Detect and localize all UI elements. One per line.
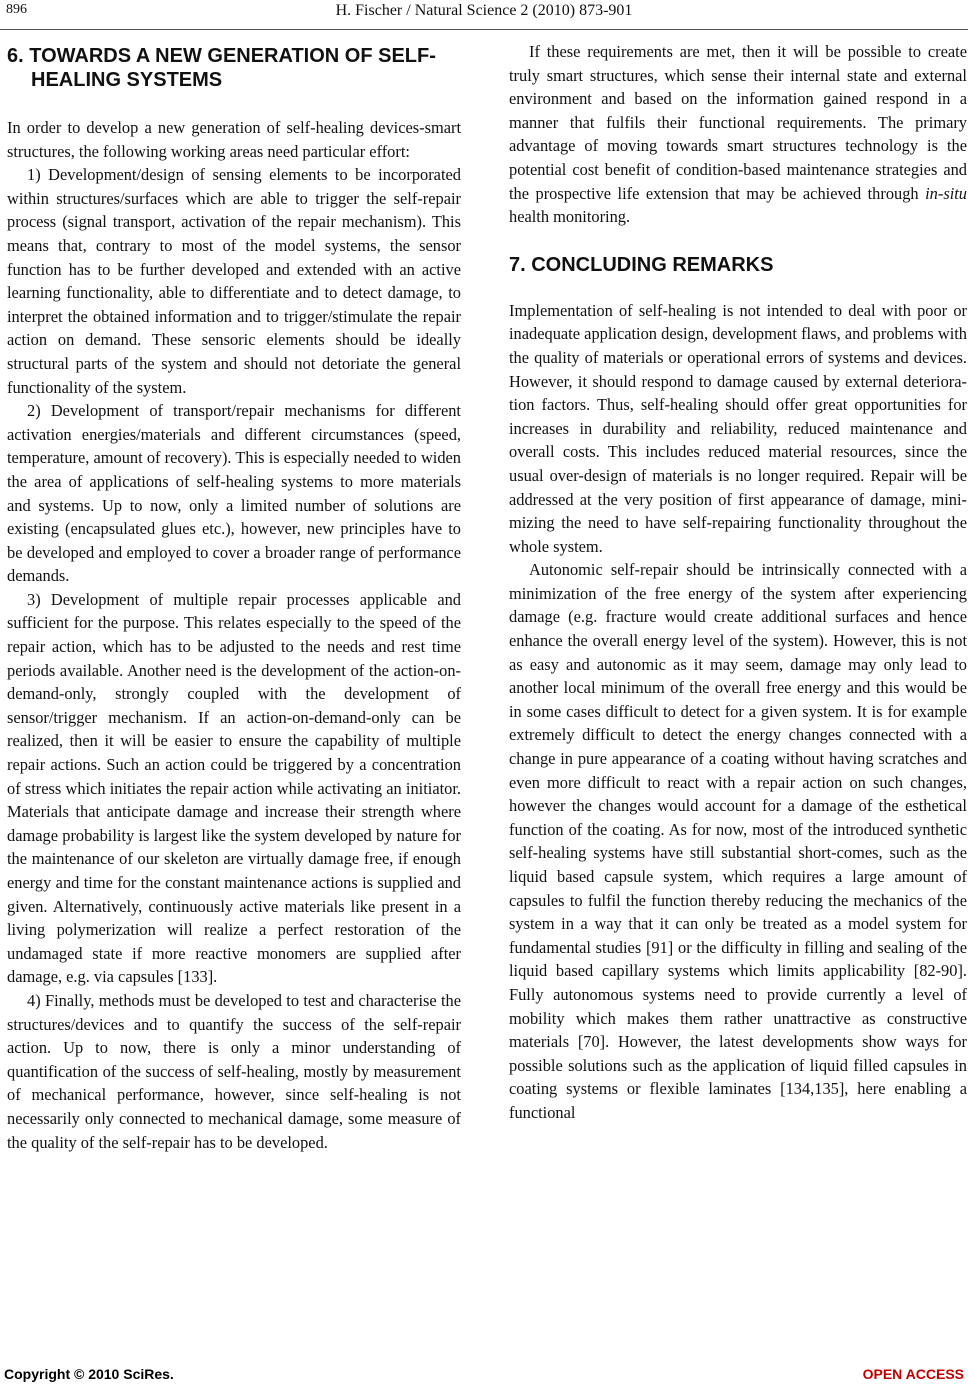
working-area-2: 2) Development of transport/repair mechanisms for different activation energies/materials and different circumstances (speed, temperature, amount of recovery). This is especially needed to widen the area of applications of self-healing systems to more materials and systems. Up to now, only a limited number of solutions are existing (encapsulated glues etc.), however, new principles have to be developed and employed to cover a broader range of performance demands. [7,401,461,586]
page-number: 896 [6,2,27,17]
page-footer [0,1362,968,1386]
section-7-heading: 7. CONCLUDING REMARKS [509,253,774,276]
copyright-notice: Copyright © 2010 SciRes. [4,1366,174,1382]
closing-text-end: health monitoring. [509,207,631,227]
working-area-1: 1) Development/design of sensing elements to be incorporated within structures/surfaces which are able to trigger the self-repair process (signal transport, activation of the repair mechanism). This means that, contrary to most of the model systems, the sensor function has to be further developed and extended with an active learning functionality, able to differentiate and to detect damage, to interpret the obtained information and to trigger/stimulate the repair action on demand. These sensoric elements should be ideally structural parts of the system and should not detoriate the general functionality of the system. [7,165,461,397]
running-head: H. Fischer / Natural Science 2 (2010) 873-901 [335,2,633,19]
open-access-label: OPEN ACCESS [862,1366,964,1382]
left-column [7,40,461,1154]
concluding-paragraph-1: Implementation of self-healing is not intended to deal with poor or inadequate application design, development flaws, and problems with the quality of materials or operational errors of systems and devices. However, it should respond to damage caused by external deterioration factors. Thus, self-healing should offer great opportunities for increases in durability and reliability, reduced maintenance and overall costs. This includes reduced material resources, since the usual over-design of materials is no longer required. Repair will be addressed at the very position of first appearance of damage, minimizing the need to have self-repairing functionality throughout the whole system. [509,300,967,556]
section-6-heading: 6. TOWARDS A NEW GENERATION OF SELF-HEALING SYSTEMS [7,45,436,91]
page-header [0,0,968,30]
working-area-3: 3) Development of multiple repair processes applicable and sufficient for the purpose. This relates especially to the speed of the repair action, which has to be adjusted to the needs and rest time periods available. Another need is the development of the action-on-demand-only, strongly coupled with the development of sensor/trigger mechanism. If an action-on-demand-only can be realized, then it will be easier to ensure the capability of multiple repair actions. Such an action could be triggered by a concentration of stress which initiates the repair action while activating an initiator. Materials that anticipate damage and increase their strength where damage probability is largest like the system developed by nature for the maintenance of our skeleton are virtually damage free, if enough energy and time for the constant maintenance actions is supplied and given. Alternatively, continuously active materials like present in a living polymerization will realize a perfect restoration of the undamaged state if more reactive monomers are supplied after damage, e.g. via capsules [133]. [7,589,461,987]
section-6-closing-paragraph [509,40,967,229]
in-situ-term: in-situ [925,183,967,203]
working-area-4: 4) Finally, methods must be developed to test and characterise the structures/devices and to quantify the success of the self-repair action. Up to now, there is only a minor understanding of quantification of the success of self-healing, mostly by measurement of mechanical performance, however, since self-healing is not necessarily only connected to mechanical damage, some measure of the quality of the self-repair has to be developed. [7,990,461,1152]
section-6-intro: In order to develop a new generation of self-healing devices-smart structures, the following working areas need particular effort: [7,118,461,161]
right-column [509,40,967,1125]
concluding-paragraph-2: Autonomic self-repair should be intrinsically connected with a minimization of the free energy of the system after experiencing damage (e.g. fracture would create additional surfaces and hence enhance the overall energy level of the system). However, this is not as easy and autonomic as it may seem, damage may only lead to another local minimum of the overall free energy and this would be in some cases difficult to detect for a given system. It is for example extremely difficult to detect the energy changes connected with a change in pure appearance of a coating without having scratches and even more difficult to react with a repair action on such changes, however the changes would account for a damage of the esthetical function of the coating. As for now, most of the introduced synthetic self-healing systems have still substantial short-comes, such as the liquid based capsule system, which requires a large amount of capsules to fulfil the function thereby reducing the mechanics of the system in a way that it can only be treated as a model system for fundamental studies [91] or the difficulty in filling and sealing of the liquid based capillary systems which limits applicability [82-90]. Fully autonomous systems need to provide currently a level of mobility which makes them rather unattractive as constructive materials [70]. However, the latest developments show ways for possible solutions such as the application of liquid filled capsules in coating systems or flexible laminates [134,135], here enabling a functional [509,560,967,1122]
closing-text-start: If these requirements are met, then it will be possible to create truly smart structures, which sense their internal state and external environment and based on the information gained respond in a manner that fulfils their functional requirements. The primary advantage of moving towards smart structures technology is the potential cost benefit of condition-based maintenance strategies and the prospective life extension that may be achieved through [509,42,967,203]
